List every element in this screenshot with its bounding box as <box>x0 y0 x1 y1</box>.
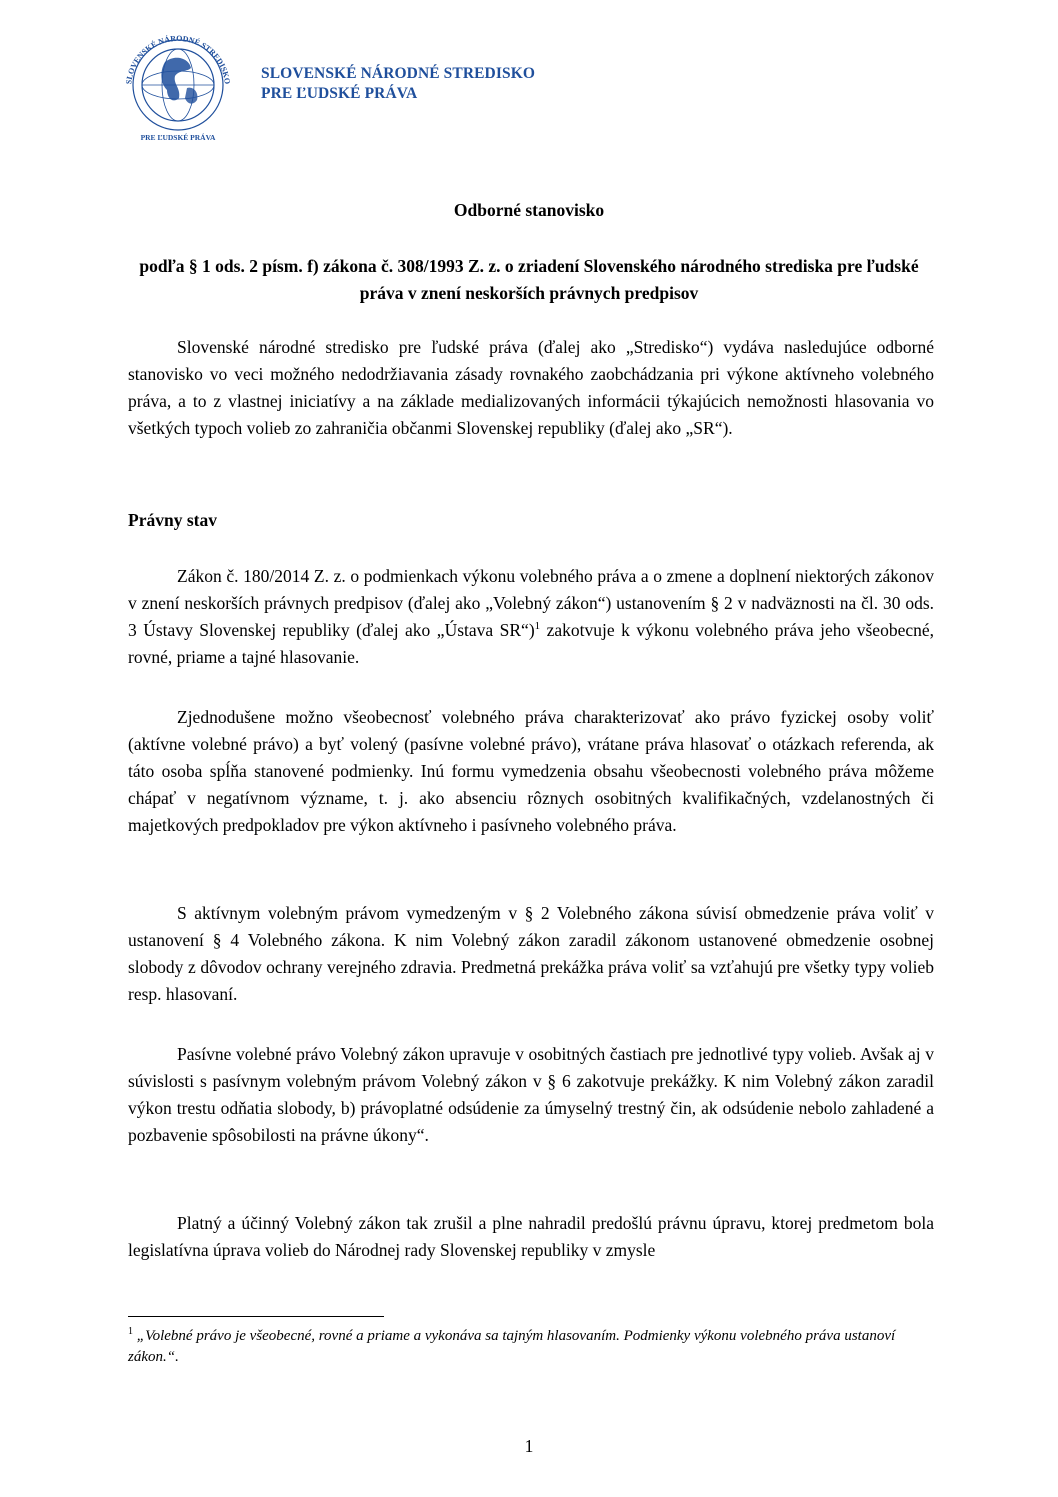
paragraph-1 <box>128 563 934 671</box>
logo-ring-bottom-text: PRE ĽUDSKÉ PRÁVA <box>140 133 216 142</box>
paragraph-2: Zjednodušene možno všeobecnosť volebného práva charakterizovať ako právo fyzickej osoby voliť (aktívne volebné právo) a byť volený (pasívne volebné právo), vrátane práva hlasovať o otázkach referenda, ak táto osoba spĺňa stanovené podmienky. Inú formu vymedzenia obsahu všeobecnosti volebného práva môžeme chápať v negatívnom význame, t. j. ako absenciu rôznych osobitných kvalifikačných, vzdelanostných či majetkových predpokladov pre výkon aktívneho i pasívneho volebného práva. <box>128 707 934 835</box>
footnote-text: „Volebné právo je všeobecné, rovné a priame a vykonáva sa tajným hlasovaním. Podmienky výkonu volebného práva ustanoví zákon.“. <box>128 1328 896 1365</box>
paragraph-4: Pasívne volebné právo Volebný zákon upravuje v osobitných častiach pre jednotlivé typy volieb. Avšak aj v súvislosti s pasívnym volebným právom Volebný zákon v § 6 zakotvuje prekážky. K nim Volebný zákon zaradil výkon trestu odňatia slobody, b) právoplatné odsúdenie za úmyselný trestný čin, ak odsúdenie nebolo zahladené a pozbavenie spôsobilosti na právne úkony“. <box>128 1044 934 1145</box>
organization-name <box>261 64 535 104</box>
footnote-reference[interactable]: 1 <box>534 620 541 633</box>
footnote-divider <box>128 1316 384 1317</box>
intro-paragraph: Slovenské národné stredisko pre ľudské práva (ďalej ako „Stredisko“) vydáva nasledujúce odborné stanovisko vo veci možného nedodržiavania zásady rovnakého zaobchádzania pri výkone aktívneho volebného práva, a to z vlastnej iniciatívy a na základe medializovaných informácii týkajúcich nemožnosti hlasovania vo všetkých typoch volieb zo zahraničia občanmi Slovenskej republiky (ďalej ako „SR“). <box>128 337 934 438</box>
paragraph-1-text: Zákon č. 180/2014 Z. z. o podmienkach výkonu volebného práva a o zmene a doplnení niektorých zákonov v znení neskorších právnych predpisov (ďalej ako „Volebný zákon“) ustanovením § 2 v nadväznosti na čl. 30 ods. 3 Ústavy Slovenskej republiky (ďalej ako „Ústava SR“) <box>128 566 934 640</box>
footnote <box>128 1326 934 1368</box>
organization-logo <box>117 28 239 146</box>
organization-name-line1: SLOVENSKÉ NÁRODNÉ STREDISKO <box>261 65 536 82</box>
document-subtitle: podľa § 1 ods. 2 písm. f) zákona č. 308/1993 Z. z. o zriadení Slovenského národného strediska pre ľudské práva v znení neskorších právnych predpisov <box>139 256 919 303</box>
footnote-mark: 1 <box>128 1326 133 1337</box>
logo-ring-top-text: SLOVENSKÉ NÁRODNÉ STREDISKO <box>124 33 232 85</box>
document-title: Odborné stanovisko <box>453 200 605 220</box>
paragraph-1-text-end: zakotvuje k výkonu volebného práva jeho všeobecné, rovné, priame a tajné hlasovanie. <box>128 620 934 667</box>
paragraph-3: S aktívnym volebným právom vymedzeným v § 2 Volebného zákona súvisí obmedzenie práva voliť v ustanovení § 4 Volebného zákona. K nim Volebný zákon zaradil zákonom ustanovené obmedzenie osobnej slobody z dôvodov ochrany verejného zdravia. Predmetná prekážka práva voliť sa vzťahujú pre všetky typy volieb resp. hlasovaní. <box>128 903 934 1004</box>
organization-name-line2: PRE ĽUDSKÉ PRÁVA <box>261 85 418 102</box>
paragraph-5: Platný a účinný Volebný zákon tak zrušil a plne nahradil predošlú právnu úpravu, ktorej predmetom bola legislatívna úprava volieb do Národnej rady Slovenskej republiky v zmysle <box>128 1213 934 1260</box>
section-heading: Právny stav <box>128 510 217 530</box>
page-number: 1 <box>524 1436 534 1456</box>
